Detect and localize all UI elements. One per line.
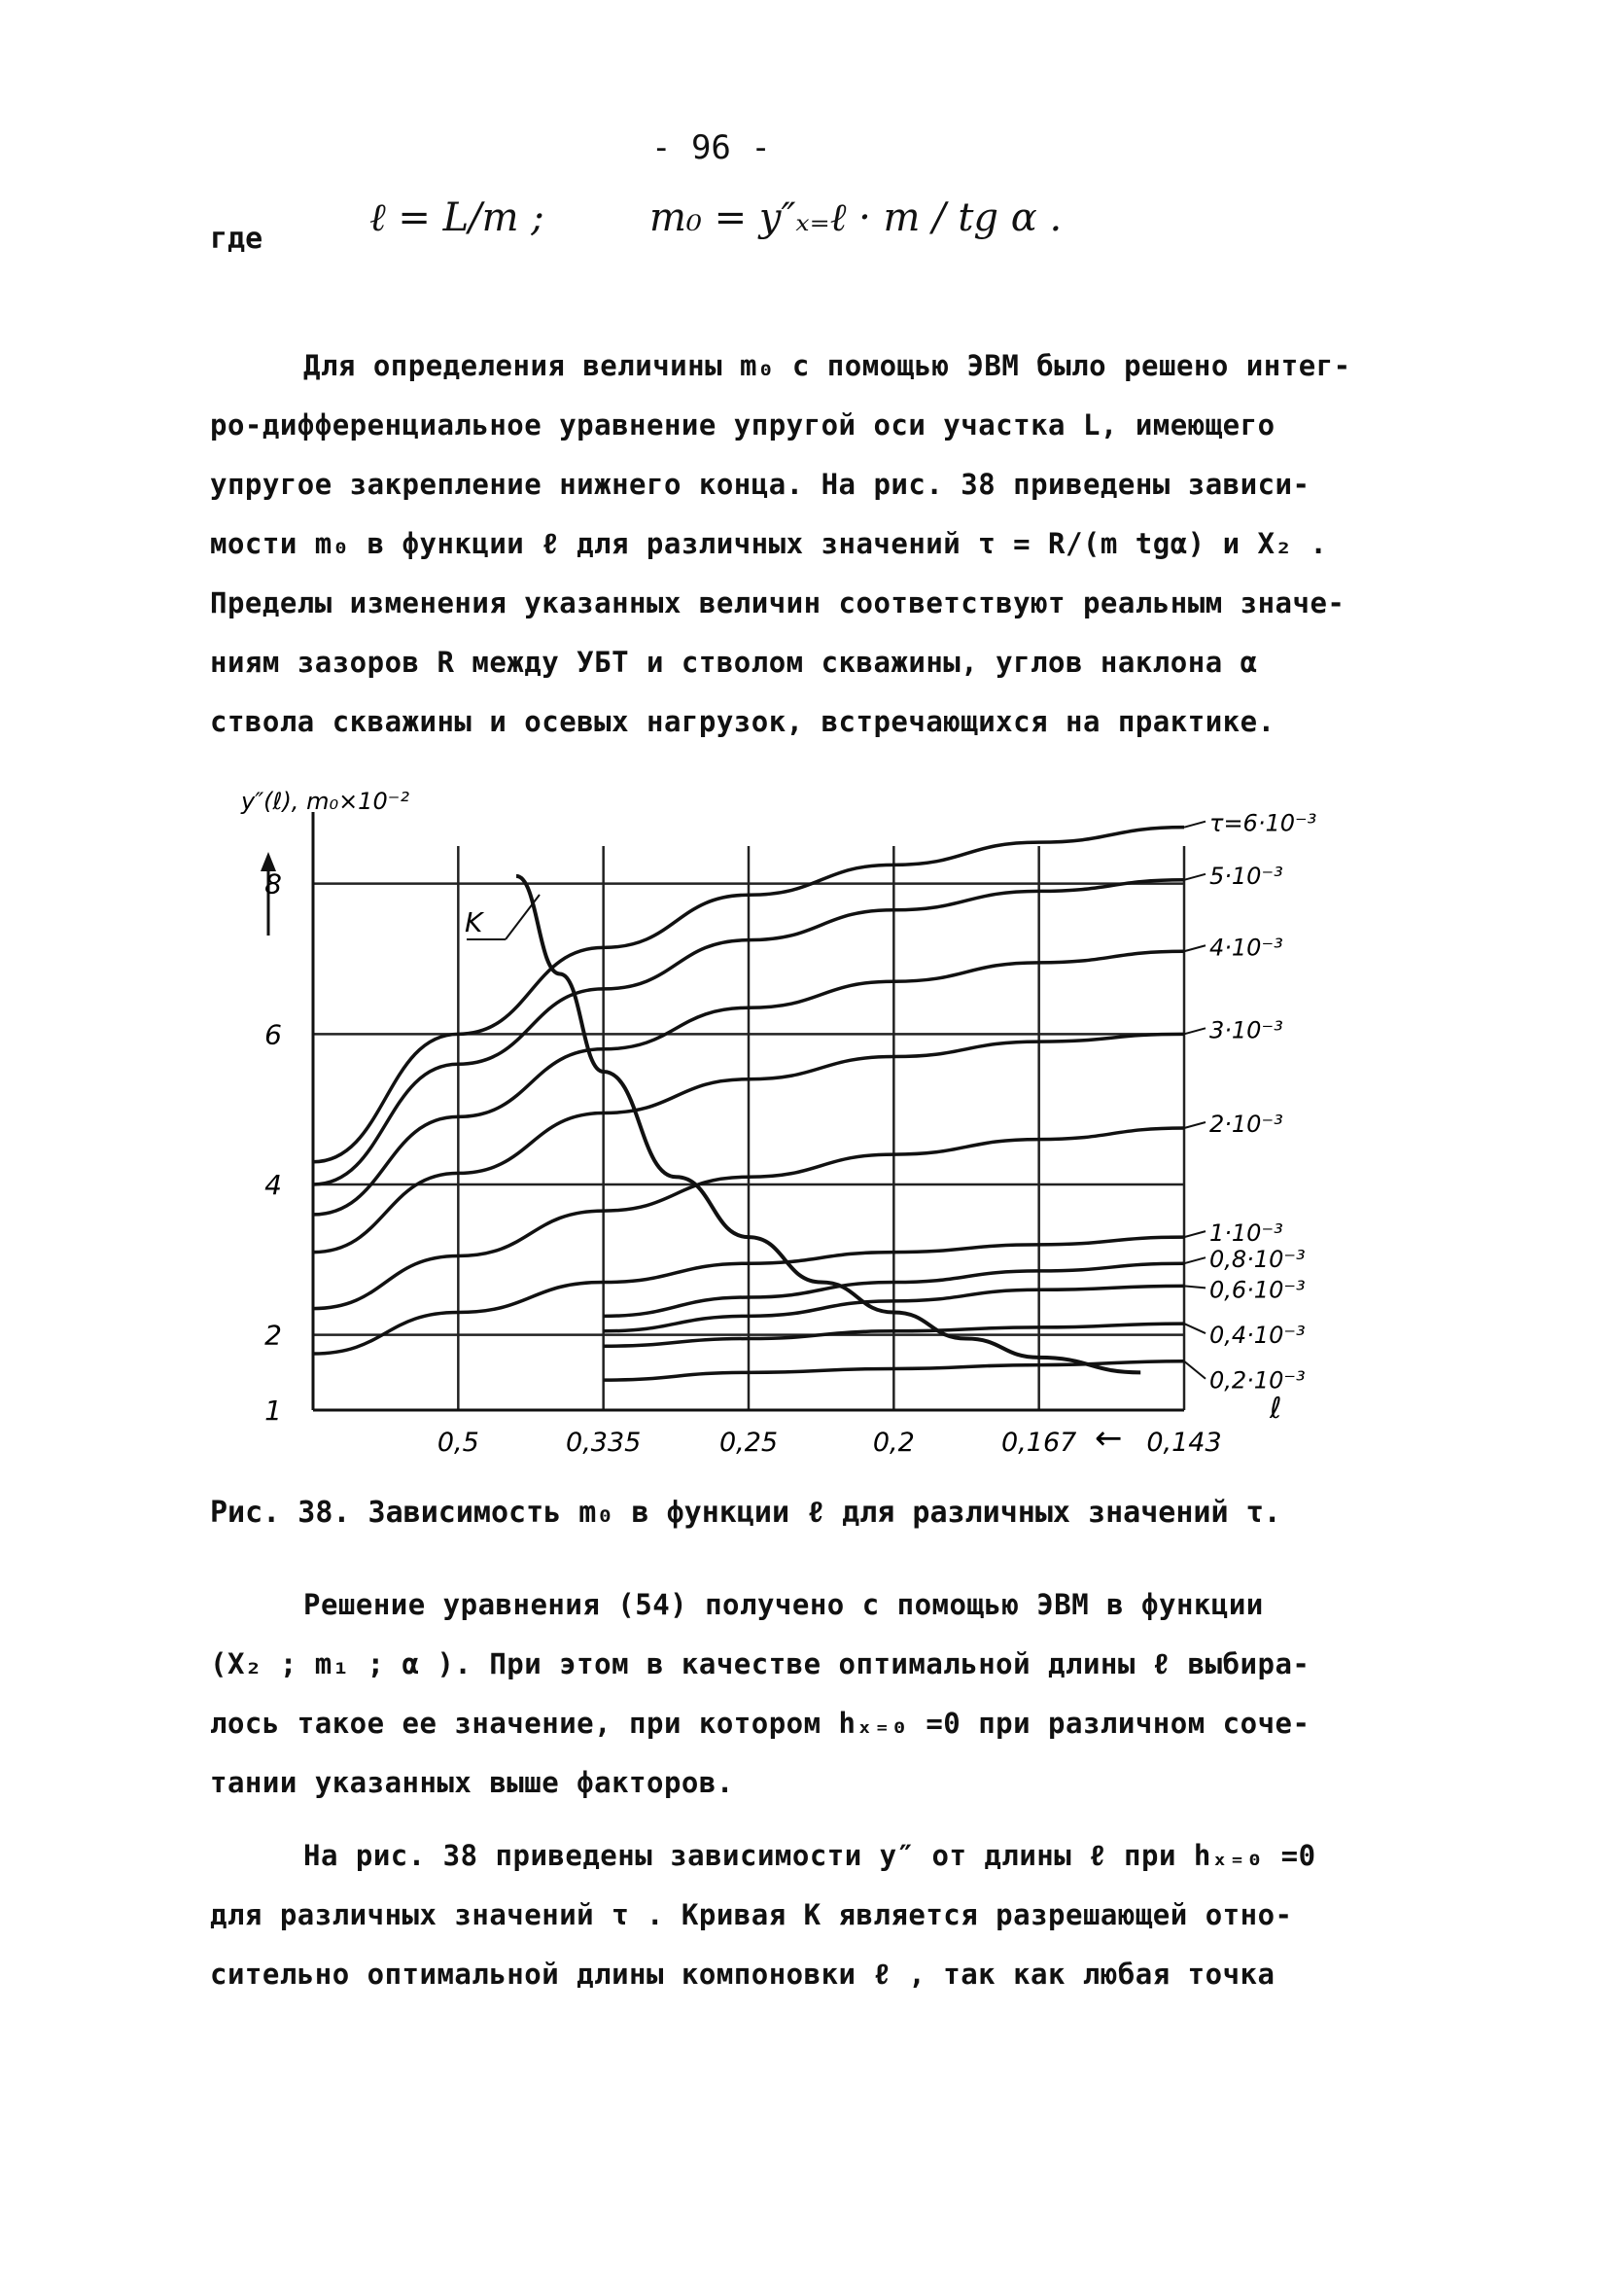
x-tick-label: 0,143: [1146, 1428, 1222, 1458]
series-label: 5·10⁻³: [1209, 862, 1283, 890]
paragraph-line: ро-дифференциальное уравнение упругой оси участка L, имеющего: [210, 408, 1276, 442]
series-label: 3·10⁻³: [1209, 1016, 1283, 1044]
page-number: - 96 -: [651, 128, 771, 167]
series-label-leader: [1184, 874, 1206, 880]
paragraph-line: Для определения величины m₀ с помощью ЭВМ было решено интег-: [303, 349, 1351, 382]
series-label-leader: [1184, 1324, 1206, 1333]
paragraph-line: тании указанных выше факторов.: [210, 1766, 734, 1799]
series-label: 0,8·10⁻³: [1209, 1246, 1306, 1274]
chart-x-axis-label: ℓ: [1270, 1392, 1282, 1426]
series-label: 0,4·10⁻³: [1209, 1322, 1306, 1350]
chart-grid: [313, 846, 1184, 1410]
formula-m0-definition: m₀ = y″ₓ₌ℓ · m / tg α .: [648, 195, 1063, 240]
series-label: 0,2·10⁻³: [1209, 1366, 1306, 1395]
x-tick-label: 0,2: [872, 1428, 915, 1458]
paragraph-line: мости m₀ в функции ℓ для различных значений τ = R/(m tgα) и X₂ .: [210, 527, 1328, 560]
paragraph-line: (X₂ ; m₁ ; α ). При этом в качестве оптимальной длины ℓ выбира-: [210, 1647, 1311, 1680]
curve-k: [516, 876, 1140, 1372]
series-label-leader: [1184, 822, 1206, 828]
series-label-leader: [1184, 1257, 1206, 1263]
paragraph-line: Пределы изменения указанных величин соответствуют реальным значе-: [210, 586, 1346, 619]
formula-l-definition: ℓ = L/m ;: [369, 195, 544, 240]
y-tick-label: 4: [264, 1169, 282, 1201]
paragraph-line: На рис. 38 приведены зависимости y″ от длины ℓ при hₓ₌₀ =0: [303, 1839, 1316, 1872]
formula-block: [369, 194, 1062, 240]
x-tick-label: 0,5: [437, 1428, 479, 1458]
chart-series-labels: [465, 810, 1316, 1395]
chart-y-axis-label: y″(ℓ), m₀×10⁻²: [241, 788, 410, 815]
paragraph-3: [210, 1826, 1406, 2004]
paragraph-1: [210, 336, 1406, 752]
y-tick-label: 1: [264, 1395, 282, 1427]
x-tick-label: 0,167: [1001, 1428, 1077, 1458]
formula-lead: где: [210, 222, 263, 256]
figure-caption: Рис. 38. Зависимость m₀ в функции ℓ для различных значений τ.: [210, 1496, 1281, 1530]
chart-direction-arrow: ←: [1095, 1419, 1123, 1458]
series-label: 1·10⁻³: [1209, 1219, 1283, 1248]
series-label-leader: [1184, 945, 1206, 951]
figure-38-chart: [0, 768, 1608, 1468]
curve-k-label: K: [465, 906, 483, 938]
paragraph-line: Решение уравнения (54) получено с помощью ЭВМ в функции: [303, 1588, 1264, 1621]
series-label-leader: [1184, 1361, 1206, 1379]
series-label: 4·10⁻³: [1209, 934, 1283, 962]
paragraph-line: для различных значений τ . Кривая K является разрешающей отно-: [210, 1898, 1293, 1931]
series-label-leader: [1184, 1122, 1206, 1128]
paragraph-line: сительно оптимальной длины компоновки ℓ , так как любая точка: [210, 1958, 1276, 1991]
y-tick-label: 8: [264, 867, 282, 901]
y-tick-label: 2: [264, 1319, 282, 1352]
paragraph-line: упругое закрепление нижнего конца. На рис. 38 приведены зависи-: [210, 468, 1311, 501]
series-label: 0,6·10⁻³: [1209, 1276, 1306, 1304]
chart-axes: [261, 812, 1184, 1410]
y-tick-label: 6: [264, 1018, 282, 1051]
series-label: 2·10⁻³: [1209, 1111, 1283, 1138]
series-label-leader: [1184, 1028, 1206, 1034]
series-label-leader: [1184, 1286, 1206, 1288]
paragraph-line: ствола скважины и осевых нагрузок, встречающихся на практике.: [210, 705, 1276, 738]
paragraph-line: ниям зазоров R между УБТ и стволом скважины, углов наклона α: [210, 646, 1258, 679]
x-tick-label: 0,335: [566, 1428, 642, 1458]
chart-ticks: [264, 868, 1221, 1458]
paragraph-line: лось такое ее значение, при котором hₓ₌₀ =0 при различном соче-: [210, 1707, 1311, 1740]
series-label-leader: [1184, 1231, 1206, 1237]
x-tick-label: 0,25: [718, 1428, 779, 1458]
series-label: τ=6·10⁻³: [1209, 809, 1317, 837]
paragraph-2: [210, 1575, 1406, 1813]
